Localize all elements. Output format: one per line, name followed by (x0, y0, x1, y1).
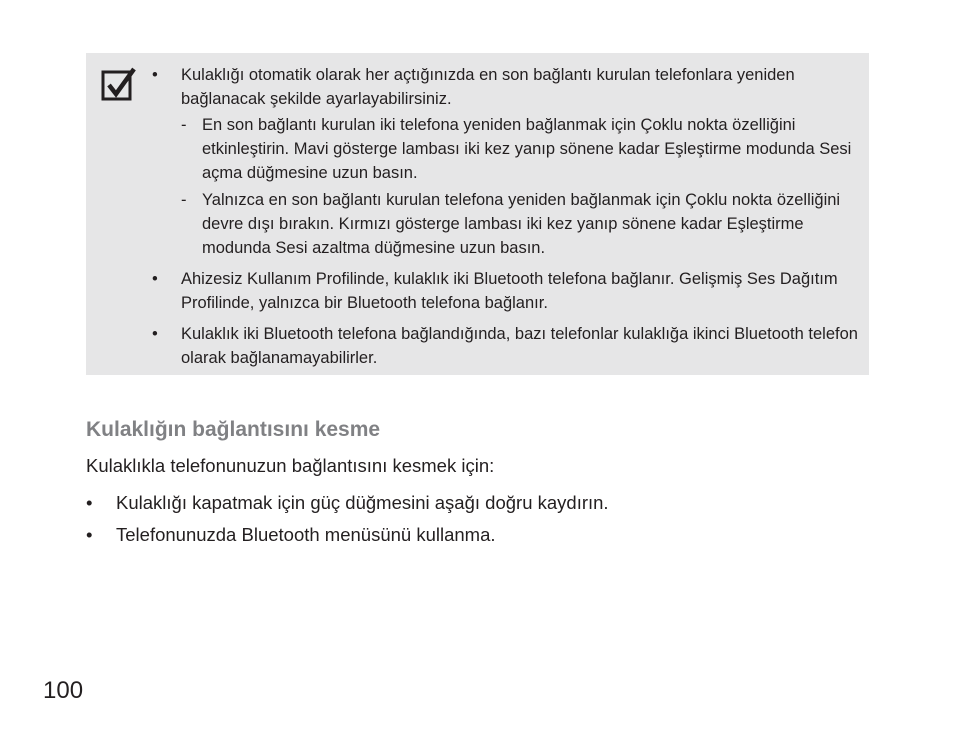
note-item-text: Kulaklığı otomatik olarak her açtığınızda en son bağlantı kurulan telefonlara yeniden bağlanacak şekilde ayarlayabilirsiniz. (181, 66, 795, 108)
list-item (86, 523, 609, 547)
note-sub-item-text: Yalnızca en son bağlantı kurulan telefona yeniden bağlanmak için Çoklu nokta özelliğini devre dışı bırakın. Kırmızı gösterge lambası iki kez yanıp sönene kadar Eşleştirme modunda Sesi azaltma düğmesine uzun basın. (202, 191, 841, 257)
note-item (86, 322, 871, 370)
bullet: • (86, 524, 93, 545)
note-list (86, 63, 871, 377)
intro-text: Kulaklıkla telefonunuzun bağlantısını kesmek için: (86, 455, 495, 476)
bullet: • (152, 270, 158, 288)
list-item-text: Kulaklığı kapatmak için güç düğmesini aşağı doğru kaydırın. (116, 492, 609, 513)
bullet: • (152, 325, 158, 343)
note-item (86, 63, 871, 260)
note-item-text: Kulaklık iki Bluetooth telefona bağlandığında, bazı telefonlar kulaklığa ikinci Bluetooth telefon olarak bağlanamayabilirler. (181, 325, 858, 367)
section-title: Kulaklığın bağlantısını kesme (86, 418, 381, 441)
note-sub-item (181, 113, 852, 185)
note-sub-item (181, 188, 852, 260)
bullet: • (86, 492, 93, 513)
instruction-list (86, 491, 609, 555)
note-box (86, 53, 869, 375)
dash: - (181, 116, 187, 134)
dash: - (181, 191, 187, 209)
note-sub-list (181, 113, 871, 260)
list-item (86, 491, 609, 515)
note-sub-item-text: En son bağlantı kurulan iki telefona yeniden bağlanmak için Çoklu nokta özelliğini etkinleştirin. Mavi gösterge lambası iki kez yanıp sönene kadar Eşleştirme modunda Sesi açma düğmesine uzun basın. (202, 116, 852, 182)
note-item-text: Ahizesiz Kullanım Profilinde, kulaklık iki Bluetooth telefona bağlanır. Gelişmiş Ses Dağıtım Profilinde, yalnızca bir Bluetooth telefona bağlanır. (181, 270, 838, 312)
page-number: 100 (43, 677, 84, 704)
bullet: • (152, 66, 158, 84)
list-item-text: Telefonunuzda Bluetooth menüsünü kullanma. (116, 524, 496, 545)
note-item (86, 267, 871, 315)
